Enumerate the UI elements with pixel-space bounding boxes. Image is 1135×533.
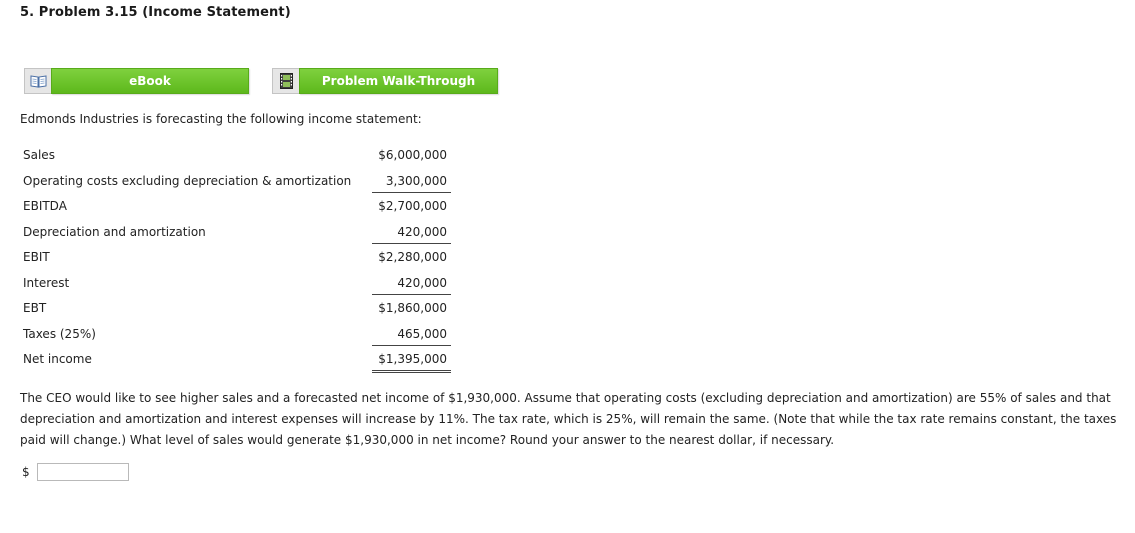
statement-row-sales (23, 144, 451, 170)
row-label: Taxes (25%) (23, 326, 96, 341)
subtotal-rule (372, 294, 451, 295)
row-value: $1,860,000 (378, 301, 447, 315)
row-value: 420,000 (397, 224, 447, 239)
intro-text: Edmonds Industries is forecasting the following income statement: (20, 112, 422, 126)
walkthrough-button-label[interactable]: Problem Walk-Through (299, 68, 498, 94)
row-label: Interest (23, 275, 70, 290)
statement-row-taxes (23, 323, 451, 349)
row-value: 420,000 (397, 275, 447, 290)
row-label: Operating costs excluding depreciation & amortization (23, 173, 352, 188)
film-strip-icon (272, 68, 299, 94)
statement-row-ebitda (23, 195, 451, 221)
answer-input[interactable] (37, 463, 129, 481)
currency-symbol: $ (22, 465, 30, 479)
row-value: 3,300,000 (385, 173, 447, 188)
statement-row-interest (23, 272, 451, 298)
statement-row-net-income (23, 348, 451, 374)
row-label: EBT (23, 301, 47, 315)
row-value: $1,395,000 (378, 352, 447, 366)
ebook-button-label[interactable]: eBook (51, 68, 249, 94)
statement-row-ebit (23, 246, 451, 272)
row-label: Sales (23, 148, 55, 162)
problem-title: 5. Problem 3.15 (Income Statement) (20, 5, 291, 20)
row-label: Net income (23, 352, 92, 366)
ebook-button[interactable] (24, 68, 249, 94)
statement-row-operating-costs (23, 170, 451, 196)
total-double-rule (372, 370, 451, 373)
statement-row-ebt (23, 297, 451, 323)
row-value: $2,700,000 (378, 199, 447, 213)
question-text: The CEO would like to see higher sales and a forecasted net income of $1,930,000. Assume that operating costs (excluding depreciation and amortization) are 55% of sales and that depreciation and amortization and interest expenses will increase by 11%. The tax rate, which is 25%, will remain the same. (Note that while the tax rate remains constant, the taxes paid will change.) What level of sales would generate $1,930,000 in net income? Round your answer to the nearest dollar, if necessary. (20, 391, 1117, 447)
subtotal-rule (372, 345, 451, 346)
walkthrough-button[interactable] (272, 68, 498, 94)
subtotal-rule (372, 192, 451, 193)
book-icon (24, 68, 51, 94)
statement-row-depreciation (23, 221, 451, 247)
subtotal-rule (372, 243, 451, 244)
row-value: $2,280,000 (378, 250, 447, 264)
row-label: EBIT (23, 250, 50, 264)
row-label: Depreciation and amortization (23, 224, 206, 239)
income-statement-table (23, 144, 451, 374)
answer-area (22, 463, 129, 481)
row-label: EBITDA (23, 199, 67, 213)
row-value: $6,000,000 (378, 148, 447, 162)
row-value: 465,000 (397, 326, 447, 341)
